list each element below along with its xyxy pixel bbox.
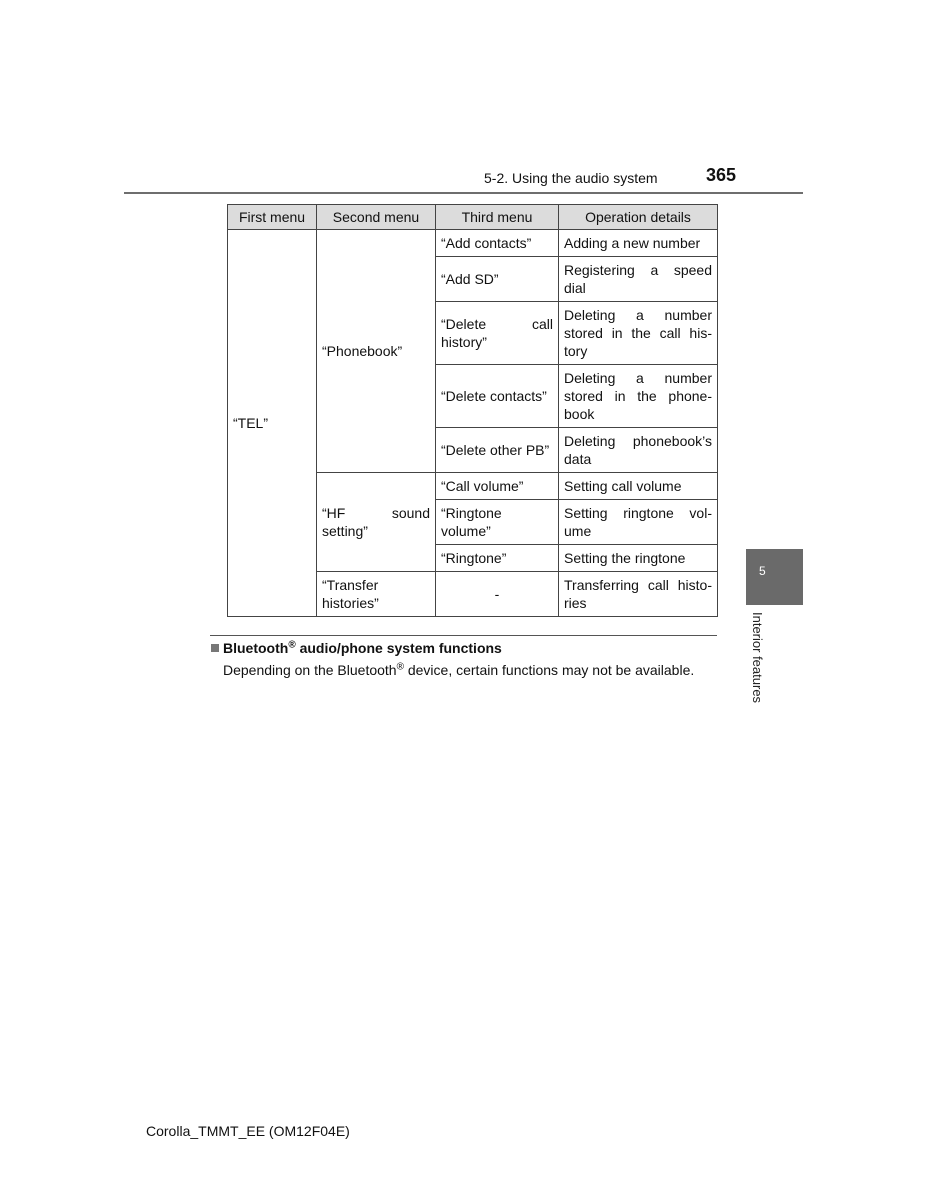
operation-details-cell: Setting ringtone vol-ume <box>559 500 718 545</box>
header-operation-details: Operation details <box>559 205 718 230</box>
second-menu-transfer: “Transfer histories” <box>317 572 436 617</box>
second-menu-phonebook: “Phonebook” <box>317 230 436 473</box>
operation-details-cell: Transferring call histo-ries <box>559 572 718 617</box>
third-menu-cell: “Call volume” <box>436 473 559 500</box>
page-number: 365 <box>706 165 737 185</box>
header-divider <box>124 192 803 194</box>
third-menu-cell: “Add contacts” <box>436 230 559 257</box>
header-third-menu: Third menu <box>436 205 559 230</box>
menu-table <box>227 204 718 617</box>
section-divider <box>210 635 717 636</box>
third-menu-cell: “Add SD” <box>436 257 559 302</box>
third-menu-cell: “Delete call history” <box>436 302 559 365</box>
operation-details-cell: Registering a speed dial <box>559 257 718 302</box>
third-menu-cell: - <box>436 572 559 617</box>
section-title <box>211 640 502 656</box>
header-second-menu: Second menu <box>317 205 436 230</box>
registered-mark: ® <box>288 639 296 651</box>
operation-details-cell: Deleting phonebook’s data <box>559 428 718 473</box>
first-menu-tel: “TEL” <box>228 230 317 617</box>
chapter-number: 5 <box>759 564 766 578</box>
operation-details-cell: Deleting a number stored in the phone-book <box>559 365 718 428</box>
registered-mark: ® <box>396 661 404 673</box>
section-title-brand: Bluetooth <box>223 640 289 656</box>
table-row <box>228 230 718 257</box>
square-bullet-icon <box>211 644 219 652</box>
section-body <box>223 662 694 678</box>
section-body-rest: device, certain functions may not be available. <box>403 662 695 678</box>
table-header-row <box>228 205 718 230</box>
header-section-title: 5-2. Using the audio system <box>484 170 658 186</box>
second-menu-hf-sound: “HF sound setting” <box>317 473 436 572</box>
third-menu-cell: “Delete contacts” <box>436 365 559 428</box>
third-menu-cell: “Ringtone volume” <box>436 500 559 545</box>
operation-details-cell: Deleting a number stored in the call his-tory <box>559 302 718 365</box>
section-body-start: Depending on the Bluetooth <box>223 662 397 678</box>
third-menu-cell: “Delete other PB” <box>436 428 559 473</box>
header-first-menu: First menu <box>228 205 317 230</box>
operation-details-cell: Setting call volume <box>559 473 718 500</box>
operation-details-cell: Adding a new number <box>559 230 718 257</box>
operation-details-cell: Setting the ringtone <box>559 545 718 572</box>
footer-doc-id: Corolla_TMMT_EE (OM12F04E) <box>146 1123 350 1139</box>
section-title-rest: audio/phone system functions <box>295 640 502 656</box>
third-menu-cell: “Ringtone” <box>436 545 559 572</box>
chapter-tab <box>746 549 803 605</box>
chapter-label: Interior features <box>750 612 765 704</box>
